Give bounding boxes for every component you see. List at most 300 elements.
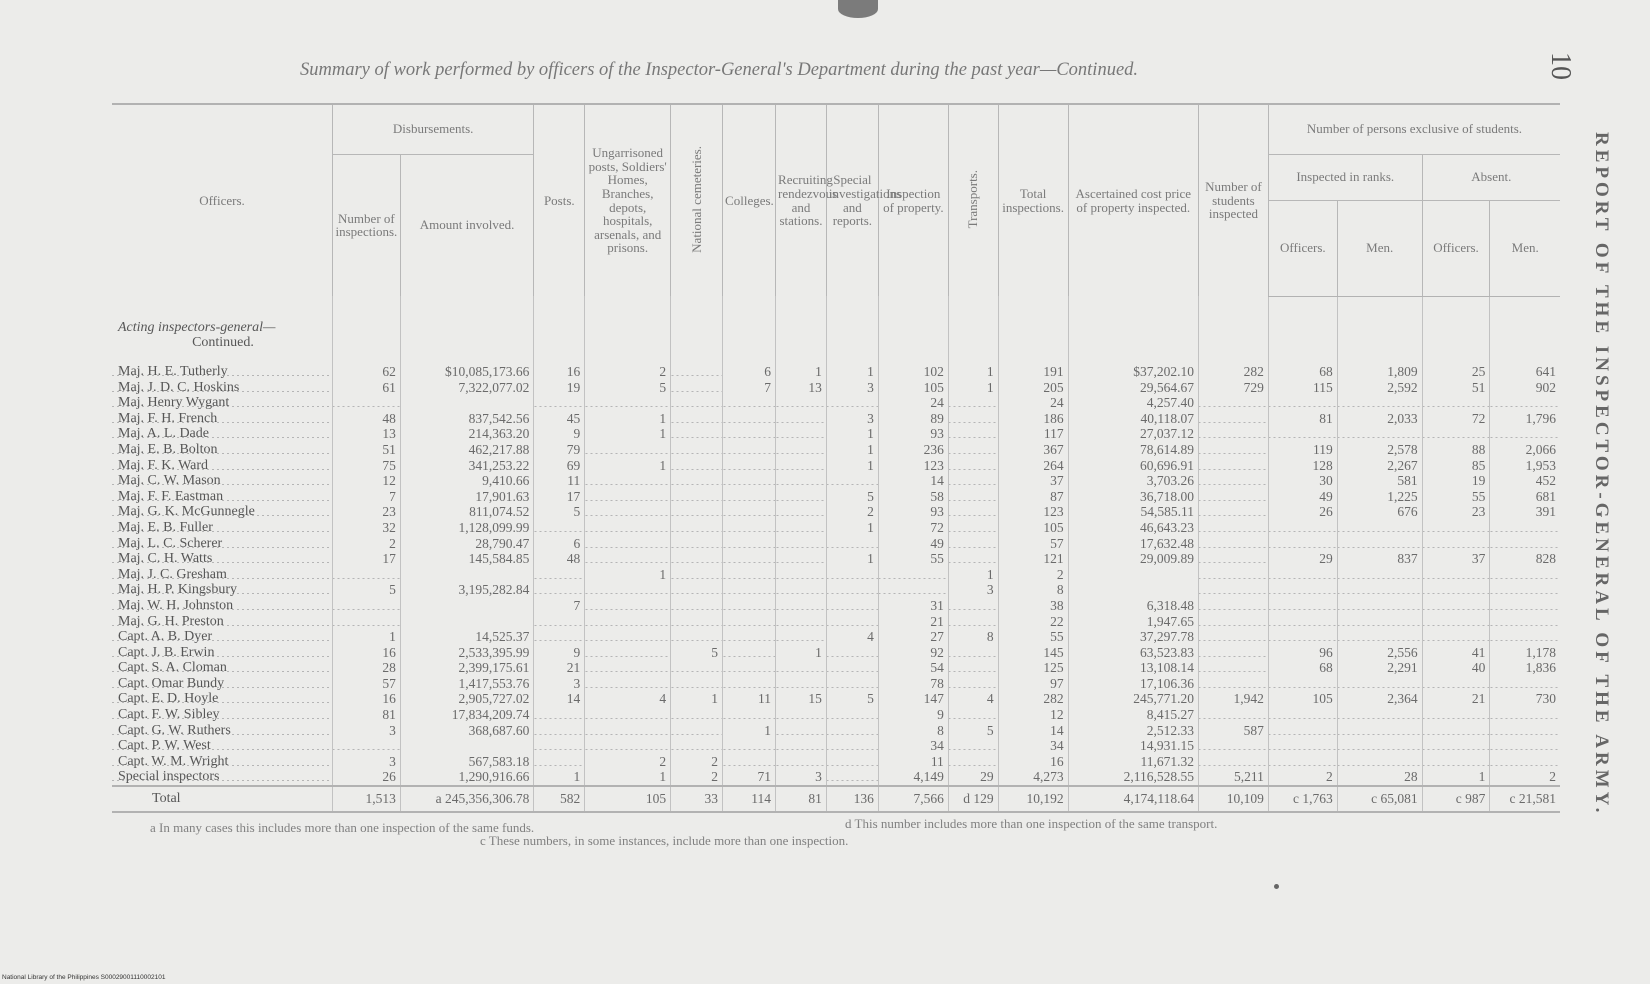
table-cell [776, 473, 827, 489]
table-cell [1198, 520, 1268, 536]
table-cell [776, 504, 827, 520]
table-cell: 2,578 [1337, 442, 1422, 458]
table-cell [826, 614, 878, 630]
table-cell: 2,512.33 [1068, 723, 1198, 739]
table-cell: 68 [1268, 364, 1337, 380]
table-cell: 2 [826, 504, 878, 520]
table-cell: 48 [332, 411, 400, 427]
table-row [112, 769, 1560, 786]
table-cell: 30 [1268, 473, 1337, 489]
table-cell: 88 [1422, 442, 1490, 458]
table-cell: 837 [1337, 551, 1422, 567]
table-cell: 45 [534, 411, 585, 427]
table-cell [1422, 520, 1490, 536]
table-cell [1198, 707, 1268, 723]
table-cell [1198, 473, 1268, 489]
table-cell [332, 598, 400, 614]
table-cell: 828 [1490, 551, 1560, 567]
table-cell [585, 520, 671, 536]
table-cell: 115 [1268, 380, 1337, 396]
table-cell: 28 [1337, 769, 1422, 786]
table-cell: 105 [878, 380, 948, 396]
table-cell [1337, 567, 1422, 583]
table-cell: 9 [534, 645, 585, 661]
table-cell: 7 [332, 489, 400, 505]
table-cell [1490, 723, 1560, 739]
table-cell [1198, 426, 1268, 442]
table-cell: 14 [878, 473, 948, 489]
table-cell: 6 [534, 536, 585, 552]
table-cell: 1 [776, 364, 827, 380]
table-cell: 8 [948, 629, 998, 645]
table-row [112, 614, 1560, 630]
table-cell [1198, 598, 1268, 614]
table-cell [400, 567, 534, 583]
table-cell: 19 [534, 380, 585, 396]
table-cell: 1 [776, 645, 827, 661]
table-cell [1490, 676, 1560, 692]
table-cell: 58 [878, 489, 948, 505]
officer-name: Maj. J. C. Gresham [112, 567, 332, 583]
table-cell [1268, 614, 1337, 630]
table-cell [1198, 536, 1268, 552]
table-cell [948, 676, 998, 692]
table-cell: 2,291 [1337, 660, 1422, 676]
officer-name: Maj. E. B. Bolton [112, 442, 332, 458]
table-cell [723, 614, 776, 630]
table-cell: 29,564.67 [1068, 380, 1198, 396]
table-cell: 81 [332, 707, 400, 723]
table-cell: 2,592 [1337, 380, 1422, 396]
table-cell: 581 [1337, 473, 1422, 489]
table-cell: 114 [723, 786, 776, 812]
table-cell [534, 582, 585, 598]
officer-name: Maj. A. L. Dade [112, 426, 332, 442]
table-cell [948, 551, 998, 567]
table-cell: 729 [1198, 380, 1268, 396]
table-cell [1422, 536, 1490, 552]
header-number-of-inspections: Number of inspections. [332, 154, 400, 296]
table-cell [776, 411, 827, 427]
table-cell [723, 395, 776, 411]
table-cell: 26 [332, 769, 400, 786]
table-cell [948, 395, 998, 411]
source-strip: National Library of the Philippines S00029001110002101 [2, 974, 166, 981]
table-cell: 2 [671, 769, 723, 786]
header-recruiting: Recruiting rendezvous and stations. [776, 104, 827, 296]
table-cell: 4,149 [878, 769, 948, 786]
table-cell: 75 [332, 458, 400, 474]
table-cell: 1,809 [1337, 364, 1422, 380]
table-cell [776, 426, 827, 442]
table-cell: 6,318.48 [1068, 598, 1198, 614]
page-number: 10 [1545, 52, 1576, 80]
table-cell [585, 489, 671, 505]
table-cell [671, 582, 723, 598]
table-cell: 49 [878, 536, 948, 552]
table-cell: 1 [826, 551, 878, 567]
table-cell [723, 645, 776, 661]
table-cell: 8 [998, 582, 1068, 598]
table-cell [585, 723, 671, 739]
table-cell: 93 [878, 426, 948, 442]
table-cell [1268, 629, 1337, 645]
officer-name: Capt. J. B. Erwin [112, 645, 332, 661]
table-cell [1490, 395, 1560, 411]
table-row [112, 364, 1560, 380]
table-cell: 10,192 [998, 786, 1068, 812]
table-cell: 21 [534, 660, 585, 676]
table-cell: 1 [585, 426, 671, 442]
table-cell: 1,178 [1490, 645, 1560, 661]
header-special-investigations: Special investigations and reports. [826, 104, 878, 296]
table-cell: 186 [998, 411, 1068, 427]
table-cell [1490, 598, 1560, 614]
table-cell [723, 567, 776, 583]
table-cell: 51 [1422, 380, 1490, 396]
table-cell: 92 [878, 645, 948, 661]
table-cell: 87 [998, 489, 1068, 505]
table-row [112, 754, 1560, 770]
officer-name: Capt. Omar Bundy [112, 676, 332, 692]
table-cell: 61 [332, 380, 400, 396]
table-cell [1490, 629, 1560, 645]
table-cell [1268, 738, 1337, 754]
table-cell: a 245,356,306.78 [400, 786, 534, 812]
table-cell: c 65,081 [1337, 786, 1422, 812]
table-cell [1337, 614, 1422, 630]
table-cell: 37 [998, 473, 1068, 489]
table-cell [776, 676, 827, 692]
table-cell: 62 [332, 364, 400, 380]
table-cell: 12 [332, 473, 400, 489]
table-cell [1422, 598, 1490, 614]
table-cell: 81 [1268, 411, 1337, 427]
header-absent: Absent. [1422, 154, 1560, 200]
table-cell [723, 598, 776, 614]
table-cell [1337, 520, 1422, 536]
table-cell: 10,109 [1198, 786, 1268, 812]
table-cell: 205 [998, 380, 1068, 396]
table-cell [671, 380, 723, 396]
table-cell [948, 598, 998, 614]
table-cell: 28,790.47 [400, 536, 534, 552]
table-cell [671, 676, 723, 692]
table-cell: 1,225 [1337, 489, 1422, 505]
table-cell [826, 395, 878, 411]
header-absent-men: Men. [1490, 200, 1560, 296]
table-cell: 6 [723, 364, 776, 380]
table-cell: 3 [776, 769, 827, 786]
table-cell [534, 520, 585, 536]
table-cell [1198, 754, 1268, 770]
table-cell [1337, 629, 1422, 645]
table-cell [776, 723, 827, 739]
table-cell [826, 582, 878, 598]
officer-name: Capt. S. A. Cloman [112, 660, 332, 676]
table-cell [671, 598, 723, 614]
table-cell: 4 [948, 691, 998, 707]
table-cell [1198, 676, 1268, 692]
officer-name: Capt. F. W. Sibley [112, 707, 332, 723]
table-cell: 13 [332, 426, 400, 442]
table-cell [826, 598, 878, 614]
table-cell [1068, 567, 1198, 583]
table-cell: 69 [534, 458, 585, 474]
table-cell [948, 707, 998, 723]
table-cell: 55 [998, 629, 1068, 645]
table-cell [1198, 458, 1268, 474]
table-cell: 145 [998, 645, 1068, 661]
table-cell [826, 723, 878, 739]
table-cell [1422, 395, 1490, 411]
table-cell: 5 [948, 723, 998, 739]
table-cell [878, 582, 948, 598]
table-cell: 2,364 [1337, 691, 1422, 707]
table-cell: 89 [878, 411, 948, 427]
table-cell: 49 [1268, 489, 1337, 505]
table-cell [1337, 738, 1422, 754]
table-cell: 23 [1422, 504, 1490, 520]
table-cell [723, 582, 776, 598]
table-cell [671, 426, 723, 442]
table-cell: 31 [878, 598, 948, 614]
table-cell: 730 [1490, 691, 1560, 707]
table-cell: 9 [878, 707, 948, 723]
table-cell [723, 754, 776, 770]
table-cell [1198, 567, 1268, 583]
officer-name: Maj. G. K. McGunnegle [112, 504, 332, 520]
header-colleges: Colleges. [723, 104, 776, 296]
table-cell: 16 [534, 364, 585, 380]
table-row [112, 676, 1560, 692]
table-cell: 123 [998, 504, 1068, 520]
table-cell [1198, 614, 1268, 630]
table-cell: 14,525.37 [400, 629, 534, 645]
table-cell [723, 442, 776, 458]
table-cell: 93 [878, 504, 948, 520]
table-cell: 1,128,099.99 [400, 520, 534, 536]
table-cell: 19 [1422, 473, 1490, 489]
table-cell [776, 395, 827, 411]
header-posts: Posts. [534, 104, 585, 296]
table-cell: 14,931.15 [1068, 738, 1198, 754]
table-cell [671, 489, 723, 505]
table-cell [1198, 395, 1268, 411]
table-cell [671, 567, 723, 583]
table-row [112, 691, 1560, 707]
table-cell [723, 629, 776, 645]
table-cell: 1,417,553.76 [400, 676, 534, 692]
table-cell: 3 [534, 676, 585, 692]
table-cell: 1 [826, 520, 878, 536]
table-cell: 567,583.18 [400, 754, 534, 770]
table-cell: 48 [534, 551, 585, 567]
table-cell: 4,273 [998, 769, 1068, 786]
table-cell [826, 660, 878, 676]
table-cell: 2 [332, 536, 400, 552]
table-cell: 7,322,077.02 [400, 380, 534, 396]
table-cell: 21 [878, 614, 948, 630]
table-cell [1337, 723, 1422, 739]
table-cell: 29 [1268, 551, 1337, 567]
table-cell [826, 536, 878, 552]
table-cell [1337, 707, 1422, 723]
table-cell [1422, 582, 1490, 598]
table-cell [534, 723, 585, 739]
table-cell: 54 [878, 660, 948, 676]
table-cell: 97 [998, 676, 1068, 692]
table-cell: 3 [826, 411, 878, 427]
table-cell [776, 536, 827, 552]
section-label: Acting inspectors-general— Continued. [118, 320, 276, 350]
table-cell [585, 473, 671, 489]
table-cell [671, 473, 723, 489]
header-national-cemeteries: National cemeteries. [671, 104, 723, 296]
table-cell [1268, 395, 1337, 411]
table-body [112, 296, 1560, 812]
table-cell: 125 [998, 660, 1068, 676]
table-cell: 72 [1422, 411, 1490, 427]
table-cell: 22 [998, 614, 1068, 630]
officer-name: Special inspectors [112, 769, 332, 786]
table-cell: 282 [1198, 364, 1268, 380]
table-cell: 1 [826, 458, 878, 474]
section-row [112, 296, 1560, 364]
table-cell: 3 [948, 582, 998, 598]
table-row [112, 442, 1560, 458]
table-cell: c 987 [1422, 786, 1490, 812]
table-cell: 282 [998, 691, 1068, 707]
table-cell: 105 [998, 520, 1068, 536]
table-cell [776, 660, 827, 676]
table-cell [1268, 676, 1337, 692]
table-cell: c 1,763 [1268, 786, 1337, 812]
officer-name: Capt. W. M. Wright [112, 754, 332, 770]
table-cell [585, 582, 671, 598]
total-label: Total [112, 786, 332, 812]
total-row [112, 786, 1560, 812]
table-cell: 1,290,916.66 [400, 769, 534, 786]
table-cell: 452 [1490, 473, 1560, 489]
table-cell: 24 [998, 395, 1068, 411]
table-cell: 17,834,209.74 [400, 707, 534, 723]
table-cell: 71 [723, 769, 776, 786]
table-cell [1268, 567, 1337, 583]
table-cell [400, 598, 534, 614]
officer-name: Maj. H. P. Kingsbury [112, 582, 332, 598]
table-cell [671, 738, 723, 754]
table-cell: 51 [332, 442, 400, 458]
table-cell: 16 [998, 754, 1068, 770]
table-cell [826, 769, 878, 786]
header-ranks-officers: Officers. [1268, 200, 1337, 296]
table-cell [948, 489, 998, 505]
table-cell: 121 [998, 551, 1068, 567]
table-cell [1490, 567, 1560, 583]
table-cell [948, 645, 998, 661]
table-cell: 3,703.26 [1068, 473, 1198, 489]
table-cell [1490, 614, 1560, 630]
table-cell: 28 [332, 660, 400, 676]
table-cell [1337, 536, 1422, 552]
table-cell [723, 473, 776, 489]
table-cell [826, 754, 878, 770]
table-cell: 3,195,282.84 [400, 582, 534, 598]
table-cell: 105 [585, 786, 671, 812]
table-cell [585, 442, 671, 458]
table-cell: 147 [878, 691, 948, 707]
table-cell [948, 738, 998, 754]
table-cell [723, 707, 776, 723]
table-cell [1068, 582, 1198, 598]
table-cell [723, 520, 776, 536]
table-cell [671, 504, 723, 520]
table-cell: 1 [585, 769, 671, 786]
officer-name: Maj. C. H. Watts [112, 551, 332, 567]
table-row [112, 598, 1560, 614]
table-cell: 145,584.85 [400, 551, 534, 567]
table-cell: 4,174,118.64 [1068, 786, 1198, 812]
table-cell [585, 395, 671, 411]
table-cell: 17,106.36 [1068, 676, 1198, 692]
table-cell: $10,085,173.66 [400, 364, 534, 380]
table-cell [776, 707, 827, 723]
table-cell [948, 411, 998, 427]
table-cell [1198, 582, 1268, 598]
table-cell: 1 [585, 411, 671, 427]
table-cell [1490, 520, 1560, 536]
table-row [112, 723, 1560, 739]
table-cell [723, 411, 776, 427]
table-cell: 54,585.11 [1068, 504, 1198, 520]
table-cell [585, 551, 671, 567]
table-cell [776, 442, 827, 458]
table-cell: $37,202.10 [1068, 364, 1198, 380]
table-cell [585, 598, 671, 614]
table-cell [826, 567, 878, 583]
table-cell: 1,796 [1490, 411, 1560, 427]
table-cell: 36,718.00 [1068, 489, 1198, 505]
table-cell [332, 614, 400, 630]
table-cell: 681 [1490, 489, 1560, 505]
table-cell: 7,566 [878, 786, 948, 812]
table-row [112, 629, 1560, 645]
table-cell [585, 504, 671, 520]
officer-name: Maj. G. H. Preston [112, 614, 332, 630]
table-row [112, 458, 1560, 474]
table-cell: 367 [998, 442, 1068, 458]
table-cell: 37 [1422, 551, 1490, 567]
table-row [112, 707, 1560, 723]
table-cell [585, 738, 671, 754]
table-cell [1490, 582, 1560, 598]
table-cell [723, 551, 776, 567]
table-cell: 17,632.48 [1068, 536, 1198, 552]
table-cell [1337, 426, 1422, 442]
table-cell [1198, 504, 1268, 520]
table-cell: 11 [723, 691, 776, 707]
table-cell [1422, 676, 1490, 692]
table-row [112, 489, 1560, 505]
table-cell: 1 [948, 567, 998, 583]
table-cell [1268, 723, 1337, 739]
table-cell [671, 723, 723, 739]
table-cell: 2,066 [1490, 442, 1560, 458]
table-cell: 5 [671, 645, 723, 661]
table-cell [1198, 629, 1268, 645]
table-cell: 17,901.63 [400, 489, 534, 505]
